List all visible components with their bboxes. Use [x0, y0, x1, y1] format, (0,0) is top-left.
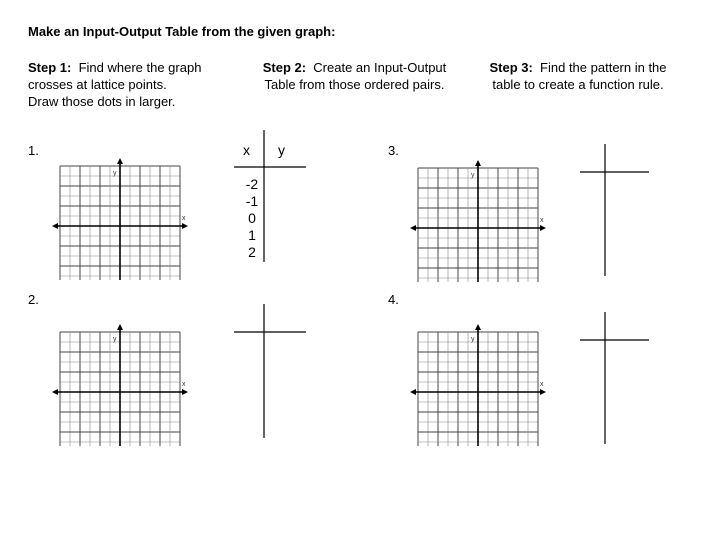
y-axis-arrow-up-icon	[117, 324, 123, 330]
y-axis-label: y	[113, 170, 117, 177]
io-table-3-lines	[575, 140, 655, 280]
problem-1-number: 1.	[28, 143, 39, 158]
step-1-line-2: crosses at lattice points.	[28, 77, 167, 92]
x-axis-arrow-left-icon	[410, 389, 416, 395]
table-header-y: y	[278, 142, 285, 158]
y-axis-arrow-up-icon	[475, 324, 481, 330]
x-axis-label: x	[182, 381, 186, 388]
x-axis-arrow-right-icon	[540, 389, 546, 395]
step-2-instructions	[252, 59, 457, 93]
step-3-line-2: table to create a function rule.	[492, 77, 664, 92]
step-1-line-1: Find where the graph	[78, 60, 202, 75]
x-axis-label: x	[540, 217, 544, 224]
table-header-x: x	[243, 142, 250, 158]
x-axis-arrow-right-icon	[182, 389, 188, 395]
y-axis-arrow-up-icon	[475, 160, 481, 166]
step-3-line-1: Find the pattern in the	[540, 60, 667, 75]
step-2-line-1: Create an Input-Output	[313, 60, 447, 75]
y-axis-arrow-up-icon	[117, 158, 123, 164]
x-axis-arrow-left-icon	[52, 223, 58, 229]
coordinate-grid-3	[410, 160, 550, 282]
y-axis-label: y	[471, 172, 475, 179]
coordinate-grid-1	[52, 158, 192, 280]
x-axis-arrow-right-icon	[540, 225, 546, 231]
problem-3-number: 3.	[388, 143, 399, 158]
y-axis-label: y	[113, 336, 117, 343]
step-1-label: Step 1:	[28, 60, 72, 75]
page-title: Make an Input-Output Table from the given graph:	[28, 24, 336, 39]
table-x-value: 0	[248, 210, 256, 226]
table-x-value: 1	[248, 227, 256, 243]
step-2-label: Step 2:	[262, 60, 307, 75]
step-2-line-2: Table from those ordered pairs.	[264, 77, 445, 92]
io-table-2-lines	[230, 300, 310, 445]
x-axis-label: x	[540, 381, 544, 388]
table-x-values	[240, 176, 264, 261]
step-3-label: Step 3:	[489, 60, 533, 75]
coordinate-grid-2	[52, 324, 192, 446]
x-axis-arrow-left-icon	[52, 389, 58, 395]
table-x-value: -1	[245, 193, 259, 209]
y-axis-label: y	[471, 336, 475, 343]
table-x-value: -2	[245, 176, 259, 192]
x-axis-arrow-left-icon	[410, 225, 416, 231]
table-x-value: 2	[248, 244, 256, 260]
x-axis-label: x	[182, 215, 186, 222]
step-1-line-3: Draw those dots in larger.	[28, 94, 176, 109]
coordinate-grid-4	[410, 324, 550, 446]
step-1-instructions	[28, 59, 201, 110]
step-3-instructions	[478, 59, 678, 93]
io-table-4-lines	[575, 308, 655, 448]
problem-2-number: 2.	[28, 292, 39, 307]
problem-4-number: 4.	[388, 292, 399, 307]
x-axis-arrow-right-icon	[182, 223, 188, 229]
